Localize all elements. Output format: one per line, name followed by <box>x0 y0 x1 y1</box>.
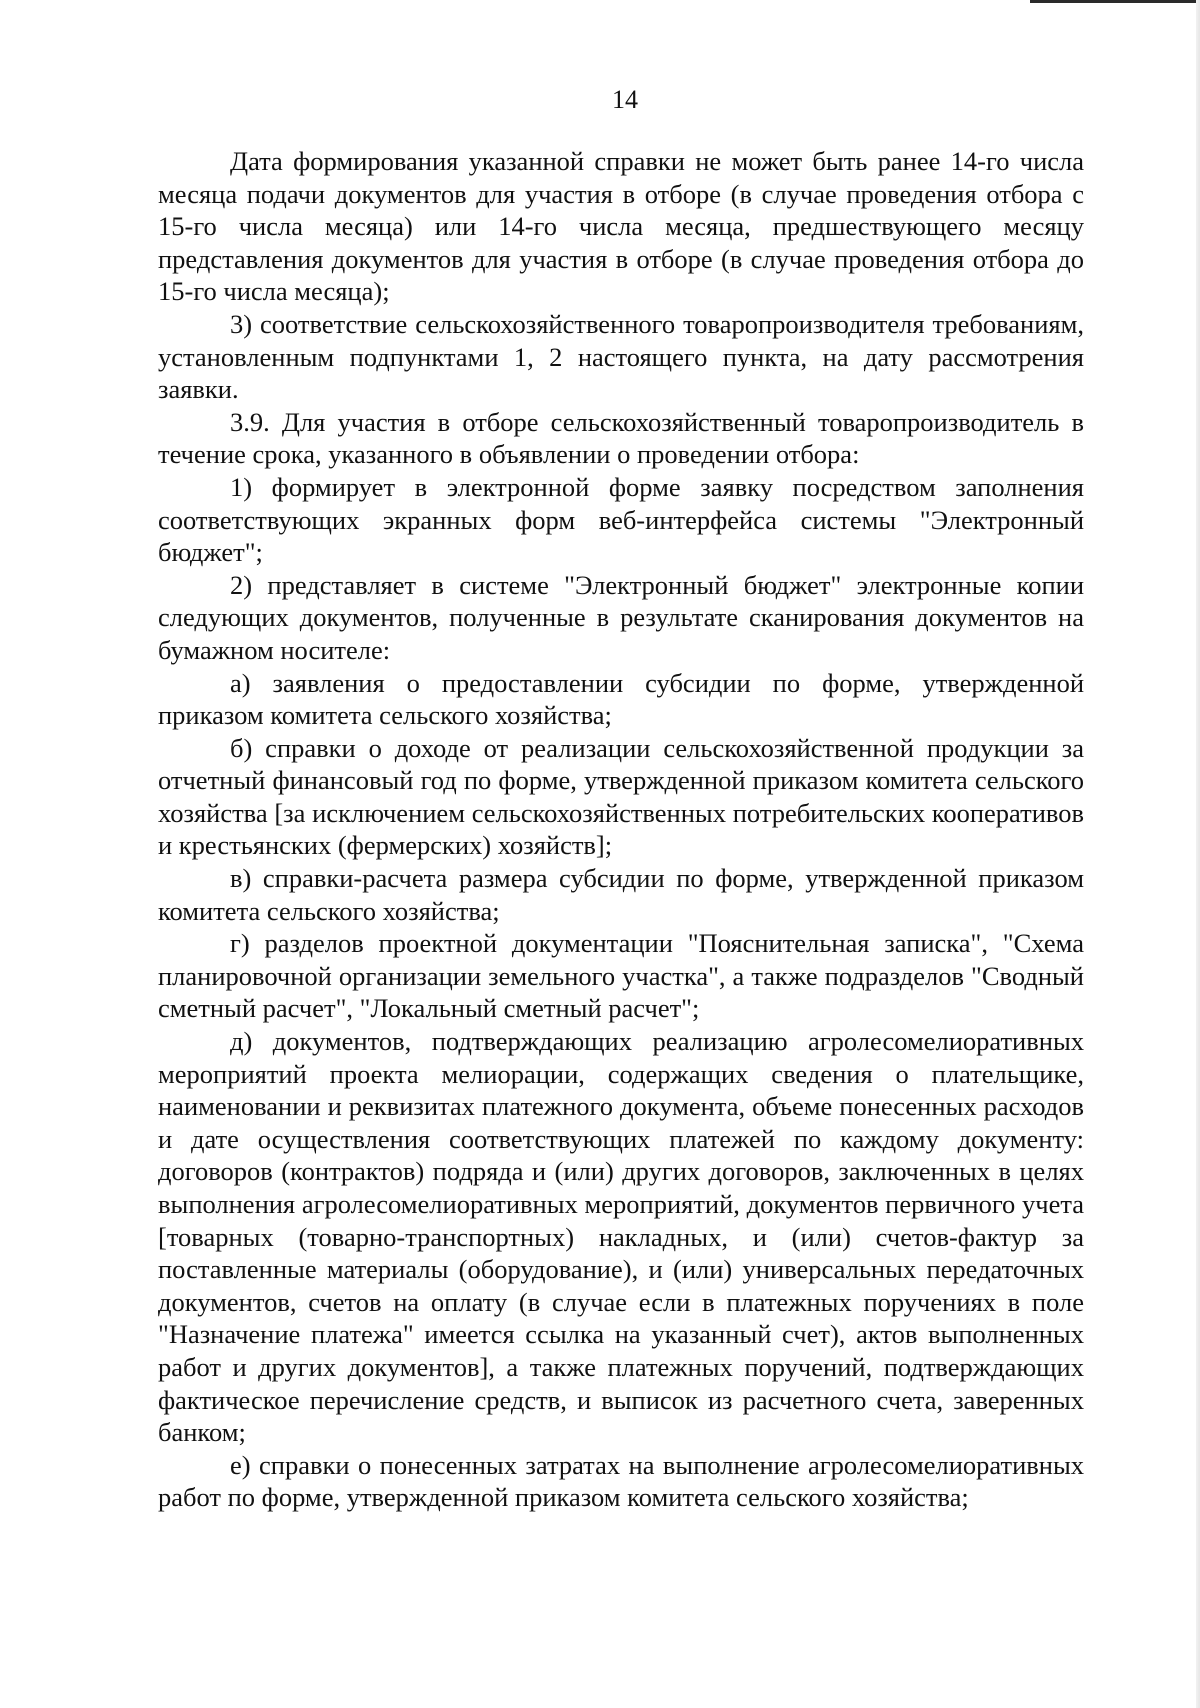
page-number: 14 <box>612 85 638 114</box>
paragraph-subitem-v: в) справки-расчета размера субсидии по форме, утвержденной приказом комитета сельского хозяйства; <box>158 863 1084 926</box>
paragraph-subitem-e: е) справки о понесенных затратах на выполнение агролесомелиоративных работ по форме, утвержденной приказом комитета сельского хозяйства; <box>158 1449 1084 1513</box>
paragraph-3-9: 3.9. Для участия в отборе сельскохозяйственный товаропроизводитель в течение срока, указанного в объявлении о проведении отбора: <box>158 406 1084 470</box>
scan-edge-top <box>1030 0 1200 3</box>
paragraph-item-2: 2) представляет в системе "Электронный бюджет" электронные копии следующих документов, полученные в результате сканирования документов на бумажном носителе: <box>158 569 1084 665</box>
paragraph-subitem-g: г) разделов проектной документации "Пояснительная записка", "Схема планировочной организации земельного участка", а также подразделов "Сводный сметный расчет", "Локальный сметный расчет"; <box>158 928 1084 1024</box>
paragraph-date-requirement: Дата формирования указанной справки не может быть ранее 14-го числа месяца подачи документов для участия в отборе (в случае проведения отбора с 15-го числа месяца) или 14-го числа месяца, предшествующего месяцу представления документов для участия в отборе (в случае проведения отбора до 15-го числа месяца); <box>158 146 1084 307</box>
paragraph-item-3: 3) соответствие сельскохозяйственного товаропроизводителя требованиям, установленным подпунктами 1, 2 настоящего пункта, на дату рассмотрения заявки. <box>158 308 1084 405</box>
paragraph-item-1: 1) формирует в электронной форме заявку посредством заполнения соответствующих экранных форм веб-интерфейса системы "Электронный бюджет"; <box>158 471 1084 568</box>
document-body <box>158 145 1084 1514</box>
paragraph-subitem-b: б) справки о доходе от реализации сельскохозяйственной продукции за отчетный финансовый год по форме, утвержденной приказом комитета сельского хозяйства [за исключением сельскохозяйственных потребительских кооперативов и крестьянских (фермерских) хозяйств]; <box>158 732 1084 861</box>
scan-edge-right <box>1196 0 1200 1708</box>
paragraph-subitem-a: а) заявления о предоставлении субсидии по форме, утвержденной приказом комитета сельского хозяйства; <box>158 667 1084 731</box>
paragraph-subitem-d: д) документов, подтверждающих реализацию агролесомелиоративных мероприятий проекта мелиорации, содержащих сведения о плательщике, наименовании и реквизитах платежного документа, объеме понесенных расходов и дате осуществления соответствующих платежей по каждому документу: договоров (контрактов) подряда и (или) других договоров, заключенных в целях выполнения агролесомелиоративных мероприятий, документов первичного учета [товарных (товарно-транспортных) накладных, и (или) счетов-фактур за поставленные материалы (оборудование), и (или) универсальных передаточных документов, счетов на оплату (в случае если в платежных поручениях в поле "Назначение платежа" имеется ссылка на указанный счет), актов выполненных работ и других документов], а также платежных поручений, подтверждающих фактическое перечисление средств, и выписок из расчетного счета, заверенных банком; <box>158 1026 1084 1448</box>
